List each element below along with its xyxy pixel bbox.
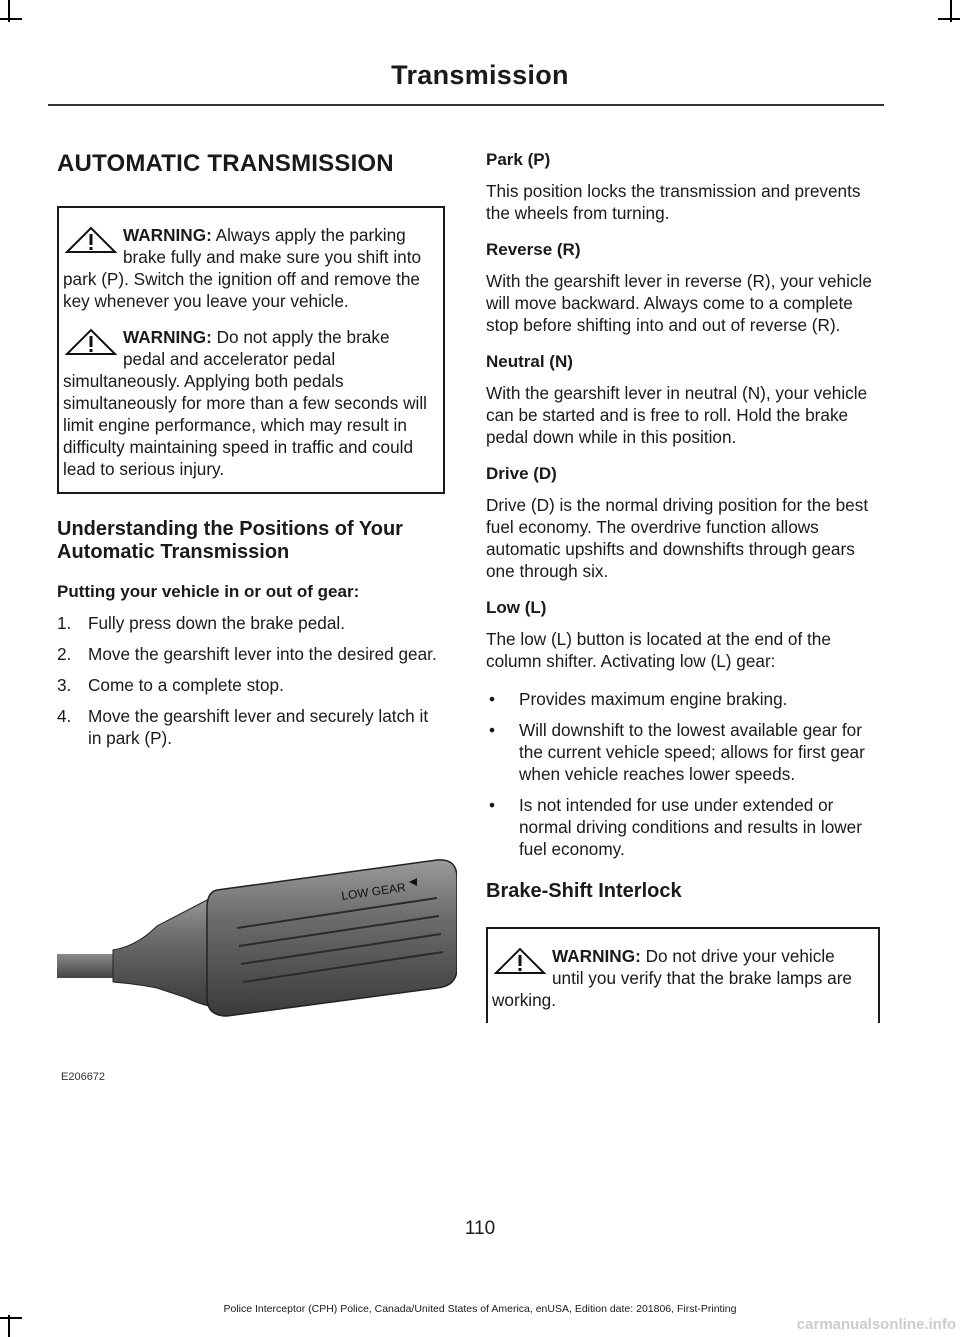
section-title: AUTOMATIC TRANSMISSION: [57, 150, 394, 177]
warning-label: WARNING:: [552, 946, 641, 966]
neutral-title: Neutral (N): [486, 352, 573, 371]
step-text: Come to a complete stop.: [88, 675, 284, 695]
right-column: [486, 150, 880, 1047]
page-number: 110: [464, 1218, 496, 1239]
step-text: Move the gearshift lever into the desired gear.: [88, 644, 437, 664]
low-gear-label: LOW GEAR: [340, 880, 407, 903]
warning-text: Do not apply the brake pedal and accelerator pedal simultaneously. Applying both pedals simultaneously for more than a few seconds will limit engine performance, which may result in difficulty maintaining speed in traffic and could lead to serious injury.: [63, 327, 427, 479]
low-text: The low (L) button is located at the end of the column shifter. Activating low (L) gear:: [486, 629, 831, 671]
interlock-title: Brake-Shift Interlock: [486, 880, 682, 902]
park-title: Park (P): [486, 150, 551, 169]
warning-parking-brake: [63, 224, 435, 312]
warning-label: WARNING:: [123, 225, 212, 245]
list-item: [486, 719, 880, 785]
reverse-text: With the gearshift lever in reverse (R), your vehicle will move backward. Always come to a complete stop before shifting into and out of reverse (R).: [486, 271, 872, 335]
step-number: 2.: [57, 644, 72, 664]
warning-triangle-icon: [492, 947, 548, 975]
step-number: 1.: [57, 613, 72, 633]
drive-text: Drive (D) is the normal driving position for the best fuel economy. The overdrive function allows automatic upshifts and downshifts through gears one through six.: [486, 495, 869, 581]
list-item: [486, 688, 880, 710]
drive-title: Drive (D): [486, 464, 557, 483]
step-number: 4.: [57, 706, 72, 726]
gearshift-figure: [57, 838, 457, 1098]
list-item: [57, 643, 445, 665]
bullet-text: Provides maximum engine braking.: [519, 689, 788, 709]
list-item: [57, 612, 445, 634]
warning-brake-lamps: [492, 945, 870, 1011]
park-text: This position locks the transmission and prevents the wheels from turning.: [486, 181, 861, 223]
left-column: [57, 150, 445, 763]
edition-line: Police Interceptor (CPH) Police, Canada/United States of America, enUSA, Edition date: 201806, First-Printing: [223, 1303, 737, 1315]
page-header-title: Transmission: [391, 60, 569, 90]
gearshift-lever-illustration: [57, 838, 457, 1098]
list-item: [486, 794, 880, 860]
reverse-title: Reverse (R): [486, 240, 581, 259]
bullet-text: Is not intended for use under extended or normal driving conditions and results in lower fuel economy.: [519, 795, 862, 859]
crop-mark: [938, 18, 960, 20]
neutral-text: With the gearshift lever in neutral (N), your vehicle can be started and is free to roll. Hold the brake pedal down while in this position.: [486, 383, 868, 447]
minor-heading-gear: Putting your vehicle in or out of gear:: [57, 582, 360, 601]
warning-box: [486, 927, 880, 1023]
crop-mark: [0, 18, 22, 20]
warning-box: [57, 206, 445, 494]
list-item: [57, 674, 445, 696]
header-rule: [48, 104, 884, 106]
low-title: Low (L): [486, 598, 547, 617]
bullet-icon: •: [489, 795, 496, 815]
low-bullets: [486, 688, 880, 860]
warning-triangle-icon: [63, 328, 119, 356]
crop-mark: [0, 1317, 22, 1319]
step-text: Fully press down the brake pedal.: [88, 613, 345, 633]
bullet-text: Will downshift to the lowest available gear for the current vehicle speed; allows for first gear when vehicle reaches lower speeds.: [519, 720, 865, 784]
subheading-positions: Understanding the Positions of Your Automatic Transmission: [57, 518, 403, 563]
steps-list: [57, 612, 445, 749]
list-item: [57, 705, 445, 749]
figure-code: E206672: [61, 1071, 106, 1083]
bullet-icon: •: [489, 689, 496, 709]
warning-pedals: [63, 326, 435, 480]
warning-label: WARNING:: [123, 327, 212, 347]
watermark: carmanualsonline.info: [796, 1316, 956, 1333]
step-number: 3.: [57, 675, 72, 695]
step-text: Move the gearshift lever and securely latch it in park (P).: [88, 706, 429, 748]
warning-text: Always apply the parking brake fully and make sure you shift into park (P). Switch the ignition off and remove the key whenever you leave your vehicle.: [63, 225, 422, 311]
warning-text: Do not drive your vehicle until you verify that the brake lamps are working.: [492, 946, 852, 1010]
bullet-icon: •: [489, 720, 496, 740]
warning-triangle-icon: [63, 226, 119, 254]
